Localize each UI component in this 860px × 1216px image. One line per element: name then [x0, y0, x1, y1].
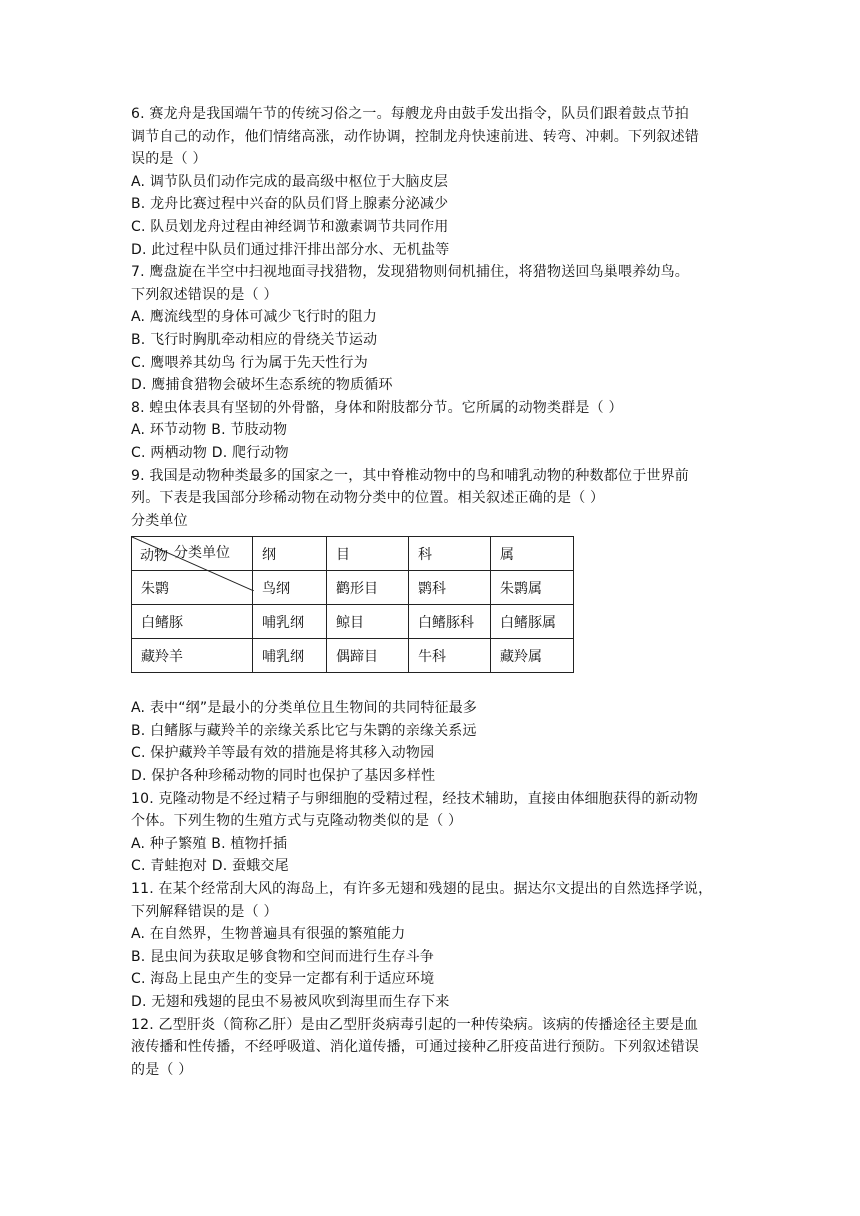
option-b: B. 白鳍豚与藏羚羊的亲缘关系比它与朱鹮的亲缘关系远: [131, 722, 477, 739]
question-stem-line: 10. 克隆动物是不经过精子与卵细胞的受精过程，经技术辅助，直接由体细胞获得的新动物: [131, 790, 699, 807]
option-b: B. 飞行时胸肌牵动相应的骨绕关节运动: [131, 331, 378, 348]
question-8: [131, 397, 731, 465]
table-cell: 牛科: [409, 639, 491, 673]
option-a: A. 表中“纲”是最小的分类单位且生物间的共同特征最多: [131, 700, 478, 717]
option-b: B. 龙舟比赛过程中兴奋的队员们肾上腺素分泌减少: [131, 196, 449, 213]
table-cell: 哺乳纲: [253, 605, 327, 639]
corner-label-bottom: 动物: [140, 548, 168, 565]
question-stem-line: 个体。下列生物的生殖方式与克隆动物类似的是（ ）: [131, 813, 463, 830]
question-7: [131, 261, 731, 397]
question-stem-line: 调节自己的动作，他们情绪高涨，动作协调，控制龙舟快速前进、转弯、冲刺。下列叙述错: [131, 128, 699, 145]
option-a: A. 在自然界，生物普遍具有很强的繁殖能力: [131, 926, 406, 943]
question-list: [131, 103, 731, 1081]
question-10: [131, 788, 731, 878]
classification-table: [131, 536, 574, 673]
table-cell: 藏羚属: [491, 639, 574, 673]
table-row: [132, 639, 574, 673]
question-12: [131, 1014, 731, 1082]
question-stem-line: 12. 乙型肝炎（简称乙肝）是由乙型肝炎病毒引起的一种传染病。该病的传播途径主要是血: [131, 1016, 699, 1033]
question-stem-line: 6. 赛龙舟是我国端午节的传统习俗之一。每艘龙舟由鼓手发出指令，队员们跟着鼓点节拍: [131, 106, 690, 122]
table-header-cell: 纲: [253, 537, 327, 571]
option-row-cd: C. 两栖动物 D. 爬行动物: [131, 444, 289, 461]
option-d: D. 保护各种珍稀动物的同时也保护了基因多样性: [131, 768, 436, 785]
table-cell: 白鳍豚属: [491, 605, 574, 639]
table-cell: 白鳍豚科: [409, 605, 491, 639]
question-9: [131, 465, 731, 788]
question-stem-line: 7. 鹰盘旋在半空中扫视地面寻找猎物，发现猎物则伺机捕住，将猎物送回鸟巢喂养幼鸟。: [131, 264, 690, 281]
option-a: A. 鹰流线型的身体可减少飞行时的阻力: [131, 309, 378, 326]
corner-label-top: 分类单位: [174, 545, 230, 562]
question-stem-line: 误的是（ ）: [131, 151, 207, 168]
option-row-ab: A. 种子繁殖 B. 植物扦插: [131, 835, 288, 852]
table-cell: 鸟纲: [253, 571, 327, 605]
option-b: B. 昆虫间为获取足够食物和空间而进行生存斗争: [131, 948, 435, 965]
option-a: A. 调节队员们动作完成的最高级中枢位于大脑皮层: [131, 173, 449, 190]
table-header-cell: 属: [491, 537, 574, 571]
question-stem-line: 8. 蝗虫体表具有坚韧的外骨骼，身体和附肢都分节。它所属的动物类群是（ ）: [131, 399, 623, 416]
question-stem-line: 液传播和性传播，不经呼吸道、消化道传播，可通过接种乙肝疫苗进行预防。下列叙述错误: [131, 1039, 699, 1056]
question-9-options: [131, 697, 731, 787]
table-header-cell: 科: [409, 537, 491, 571]
option-c: C. 保护藏羚羊等最有效的措施是将其移入动物园: [131, 745, 435, 762]
option-row-cd: C. 青蛙抱对 D. 蚕蛾交尾: [131, 858, 289, 875]
table-cell: 哺乳纲: [253, 639, 327, 673]
question-stem-line: 11. 在某个经常刮大风的海岛上，有许多无翅和残翅的昆虫。据达尔文提出的自然选择学说，: [131, 881, 713, 898]
question-stem-line: 9. 我国是动物种类最多的国家之一，其中脊椎动物中的鸟和哺乳动物的种数都位于世界前: [131, 467, 690, 484]
table-row: [132, 605, 574, 639]
option-d: D. 无翅和残翅的昆虫不易被风吹到海里而生存下来: [131, 994, 450, 1010]
table-cell: 朱鹮属: [491, 571, 574, 605]
table-cell: 鹮科: [409, 571, 491, 605]
option-d: D. 鹰捕食猎物会破坏生态系统的物质循环: [131, 377, 393, 394]
table-cell: 朱鹮: [132, 571, 253, 605]
table-cell: 鲸目: [327, 605, 409, 639]
option-c: C. 鹰喂养其幼鸟 行为属于先天性行为: [131, 354, 368, 371]
table-cell: 鹳形目: [327, 571, 409, 605]
option-c: C. 队员划龙舟过程由神经调节和激素调节共同作用: [131, 218, 449, 235]
question-stem-line: 下列解释错误的是（ ）: [131, 903, 278, 920]
option-c: C. 海岛上昆虫产生的变异一定都有利于适应环境: [131, 971, 435, 988]
question-6: [131, 103, 731, 261]
table-cell: 偶蹄目: [327, 639, 409, 673]
question-11: [131, 878, 731, 1014]
table-corner-cell: [132, 537, 253, 571]
table-header-cell: 目: [327, 537, 409, 571]
table-caption: 分类单位: [131, 512, 188, 529]
question-stem-line: 的是（ ）: [131, 1061, 193, 1078]
option-row-ab: A. 环节动物 B. 节肢动物: [131, 422, 288, 439]
option-d: D. 此过程中队员们通过排汗排出部分水、无机盐等: [131, 241, 450, 258]
table-cell: 藏羚羊: [132, 639, 253, 673]
question-stem-line: 下列叙述错误的是（ ）: [131, 286, 278, 303]
question-stem-line: 列。下表是我国部分珍稀动物在动物分类中的位置。相关叙述正确的是（ ）: [131, 490, 605, 507]
table-cell: 白鳍豚: [132, 605, 253, 639]
table-header-row: [132, 537, 574, 571]
